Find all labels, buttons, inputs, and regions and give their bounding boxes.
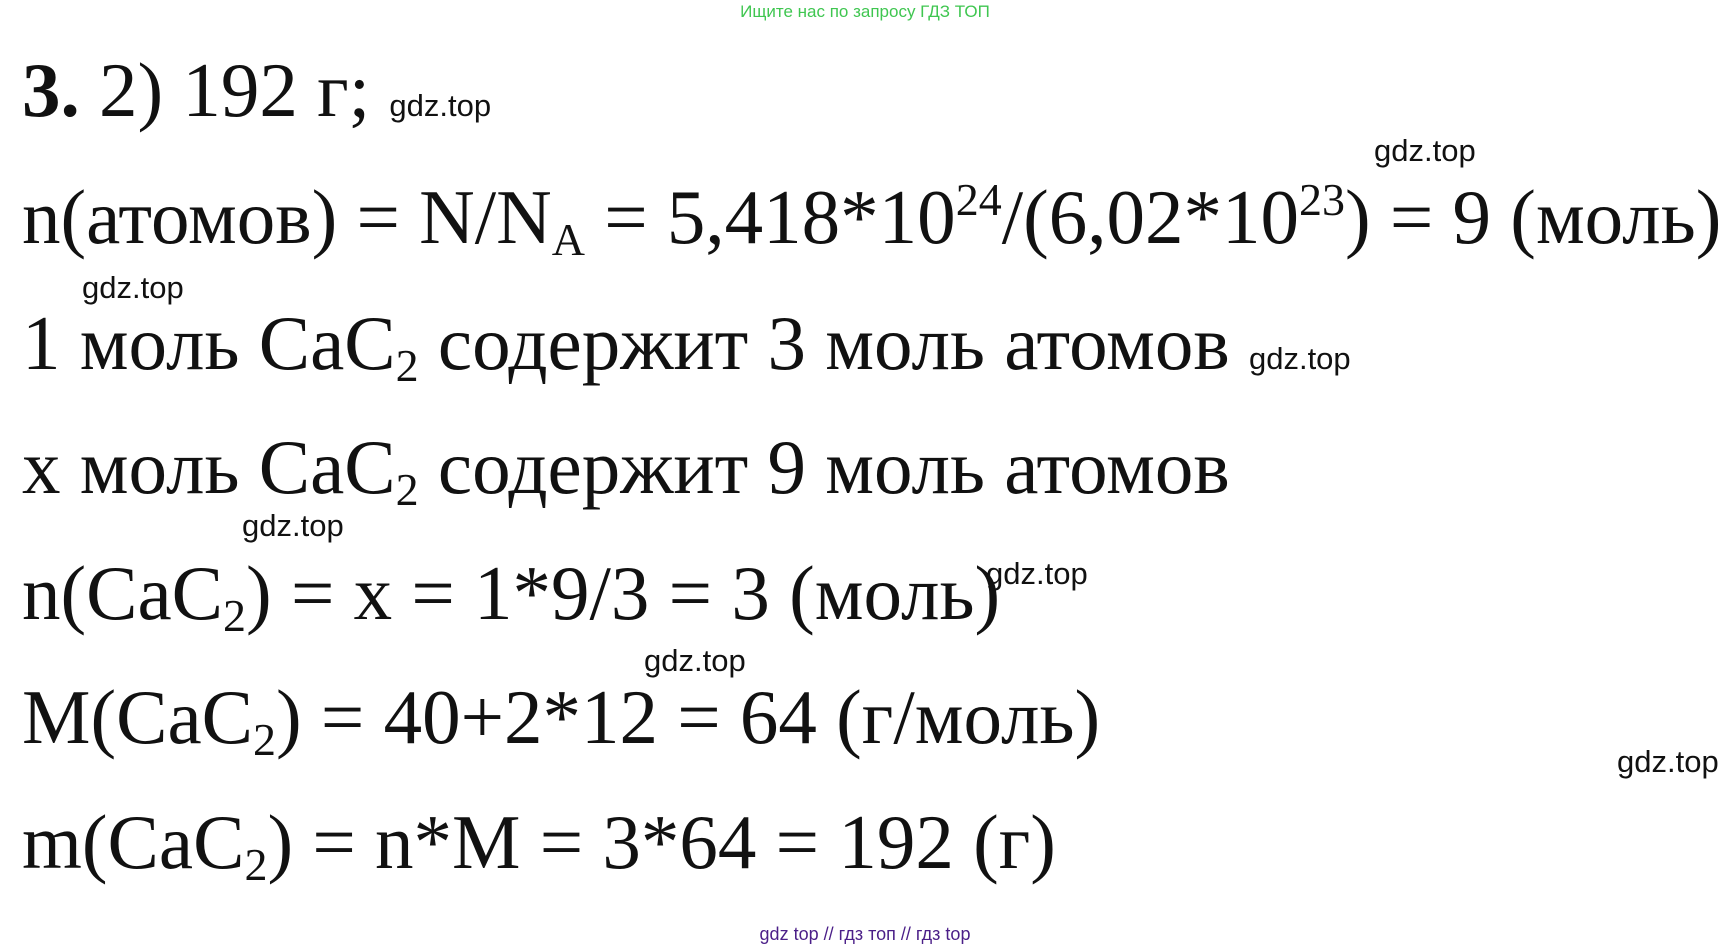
subscript: 2 (244, 839, 268, 890)
equation-text: содержит 9 моль атомов (418, 424, 1230, 510)
subscript: 2 (395, 464, 419, 515)
watermark-inline: gdz.top (389, 88, 492, 123)
subscript: 2 (223, 590, 247, 641)
equation-text: ) = 9 (моль) (1344, 174, 1722, 260)
equation-text: n(атомов) = N/N (22, 174, 552, 260)
footer-watermark: gdz top // гдз топ // гдз top (759, 924, 971, 944)
equation-text: /(6,02*10 (1001, 174, 1299, 260)
watermark-label: gdz.top (986, 556, 1088, 591)
equation-text: = 5,418*10 (585, 174, 956, 260)
task-number: 3. (22, 47, 80, 133)
equation-text: ) = x = 1*9/3 = 3 (моль) (246, 550, 1001, 636)
watermark-label: gdz.top (82, 270, 184, 305)
proportion-line-1 (22, 298, 1351, 404)
watermark-label: gdz.top (1617, 744, 1719, 779)
equation-molar-mass (22, 672, 1101, 765)
proportion-line-2 (22, 422, 1230, 515)
equation-moles-cac2 (22, 548, 1001, 641)
watermark-label: gdz.top (644, 643, 746, 678)
equation-moles-atoms (22, 172, 1722, 265)
equation-text: ) = 40+2*12 = 64 (г/моль) (276, 674, 1101, 760)
search-hint-banner: Ищите нас по запросу ГДЗ ТОП (740, 2, 990, 21)
watermark-label: gdz.top (242, 508, 344, 543)
watermark-label: gdz.top (1374, 133, 1476, 168)
equation-mass (22, 797, 1056, 890)
equation-text: n(CaC (22, 550, 224, 636)
answer-heading (22, 45, 491, 151)
equation-text: ) = n*M = 3*64 = 192 (г) (267, 799, 1056, 885)
equation-text: M(CaC (22, 674, 253, 760)
subscript: 2 (395, 340, 419, 391)
equation-text: x моль CaC (22, 424, 396, 510)
watermark-inline: gdz.top (1248, 341, 1351, 376)
equation-text: содержит 3 моль атомов (418, 300, 1230, 386)
subscript: A (551, 214, 585, 265)
equation-text: 1 моль CaC (22, 300, 396, 386)
exponent: 24 (955, 174, 1002, 225)
subscript: 2 (253, 714, 276, 765)
exponent: 23 (1298, 174, 1345, 225)
equation-text: m(CaC (22, 799, 245, 885)
answer-text: 2) 192 г; (99, 47, 371, 133)
